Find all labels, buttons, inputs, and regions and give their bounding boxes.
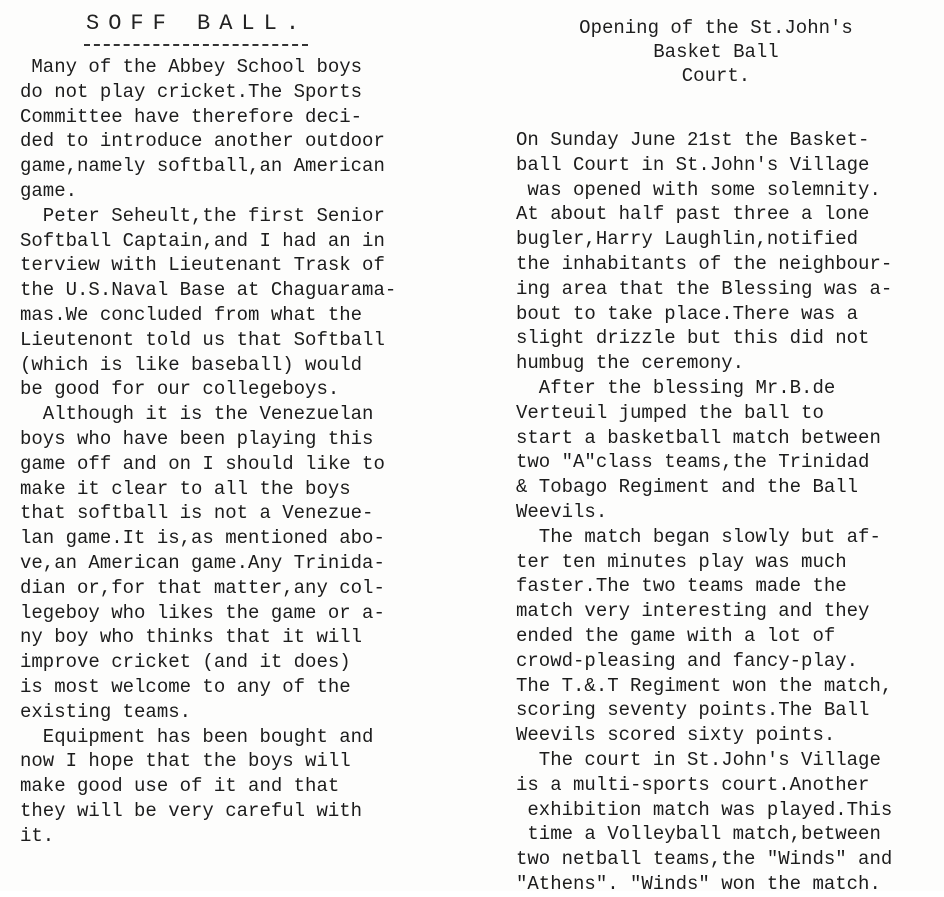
article-line: Verteuil jumped the ball to [516,401,824,424]
article-line: the inhabitants of the neighbour- [516,252,893,275]
article-line: do not play cricket.The Sports [20,80,363,103]
article-line: time a Volleyball match,between [516,823,881,846]
article-line: "Athens". "Winds" won the match. [516,872,881,895]
softball-title: SOFF BALL. [86,11,309,36]
article-line: Weevils scored sixty points. [516,724,836,747]
article-line: crowd-pleasing and fancy-play. [516,649,859,672]
article-line: now I hope that the boys will [20,750,351,773]
title-line: Court. [681,65,751,87]
article-line: ter ten minutes play was much [516,550,847,573]
article-line: is most welcome to any of the [20,675,351,698]
article-line: ended the game with a lot of [516,624,836,647]
article-line: ball Court in St.John's Village [516,153,870,176]
article-line: existing teams. [20,700,192,723]
article-line: After the blessing Mr.B.de [516,376,836,399]
article-line: slight drizzle but this did not [516,327,870,350]
title-underline [84,44,308,48]
article-line: make good use of it and that [20,775,340,798]
article-line: Equipment has been bought and [20,725,374,748]
title-line: Basket Ball [653,41,779,63]
article-line: Committee have therefore deci- [20,105,363,128]
basketball-title [516,16,916,88]
article-line: ing area that the Blessing was a- [516,277,893,300]
article-line: be good for our collegeboys. [20,378,340,401]
article-line: Weevils. [516,500,608,523]
article-line: it. [20,824,55,847]
article-line: game. [20,179,78,202]
article-line: boys who have been playing this [20,427,374,450]
article-line: bugler,Harry Laughlin,notified [516,228,859,251]
article-line: (which is like baseball) would [20,353,363,376]
article-line: bout to take place.There was a [516,302,859,325]
article-line: legeboy who likes the game or a- [20,601,385,624]
article-line: Lieutenont told us that Softball [20,328,385,351]
article-line: The court in St.John's Village [516,748,881,771]
article-line: lan game.It is,as mentioned abo- [20,527,385,550]
article-line: game,namely softball,an American [20,155,385,178]
article-line: game off and on I should like to [20,452,385,475]
basketball-article-body [516,128,892,897]
article-line: ny boy who thinks that it will [20,626,363,649]
article-line: Peter Seheult,the first Senior [20,204,385,227]
article-line: faster.The two teams made the [516,575,847,598]
article-line: Many of the Abbey School boys [20,56,363,78]
article-line: is a multi-sports court.Another [516,773,870,796]
article-line: ve,an American game.Any Trinida- [20,551,385,574]
article-line: humbug the ceremony. [516,352,745,375]
article-line: that softball is not a Venezue- [20,502,374,525]
article-line: & Tobago Regiment and the Ball [516,476,859,499]
article-line: Although it is the Venezuelan [20,403,374,426]
article-line: two "A"class teams,the Trinidad [516,451,870,474]
article-line: two netball teams,the "Winds" and [516,848,893,871]
article-line: mas.We concluded from what the [20,303,363,326]
article-line: At about half past three a lone [516,203,870,226]
article-line: The T.&.T Regiment won the match, [516,674,893,697]
article-line: ded to introduce another outdoor [20,130,385,153]
article-line: terview with Lieutenant Trask of [20,254,385,277]
article-line: The match began slowly but af- [516,525,881,548]
article-line: start a basketball match between [516,426,881,449]
article-line: dian or,for that matter,any col- [20,576,385,599]
title-line: Opening of the St.John's [579,17,853,39]
article-line: exhibition match was played.This [516,798,893,821]
article-line: the U.S.Naval Base at Chaguarama- [20,279,397,302]
article-line: On Sunday June 21st the Basket- [516,129,870,151]
article-line: scoring seventy points.The Ball [516,699,870,722]
article-line: match very interesting and they [516,600,870,623]
article-line: they will be very careful with [20,799,363,822]
article-line: was opened with some solemnity. [516,178,881,201]
softball-article-body [20,55,396,849]
article-line: make it clear to all the boys [20,477,351,500]
article-line: Softball Captain,and I had an in [20,229,385,252]
article-line: improve cricket (and it does) [20,651,351,674]
